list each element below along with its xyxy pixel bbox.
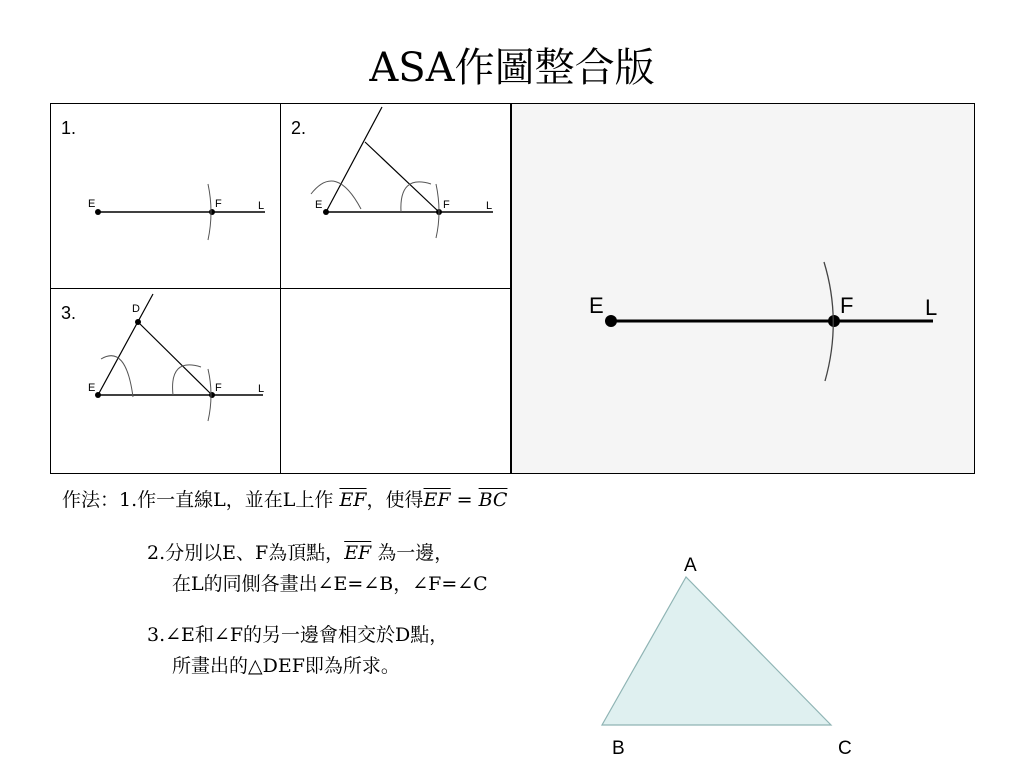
step2-line1 xyxy=(147,538,488,569)
reference-triangle xyxy=(590,550,870,768)
step2-line2: 在L的同側各畫出∠E=∠B，∠F=∠C xyxy=(172,573,488,595)
side-FD xyxy=(138,322,212,395)
step-1-number: 1. xyxy=(61,118,77,138)
method-step-2 xyxy=(147,538,488,600)
label-E: E xyxy=(88,198,96,210)
point-F xyxy=(828,315,840,327)
step-3-panel xyxy=(50,288,281,474)
step1-text: 1.作一直線L，並在L上作 xyxy=(119,489,334,511)
label-L: L xyxy=(258,383,265,395)
page-title: ASA作圖整合版 xyxy=(369,45,655,91)
point-E xyxy=(95,209,101,215)
step3-line1: 3.∠E和∠F的另一邊會相交於D點， xyxy=(147,624,449,646)
side-ED xyxy=(98,294,153,395)
step-2-number: 2. xyxy=(291,118,307,138)
triangle-ABC xyxy=(602,577,831,725)
step-1-figure xyxy=(51,104,282,290)
step-2-figure xyxy=(281,104,512,290)
label-L: L xyxy=(925,295,938,320)
label-C: C xyxy=(838,738,852,759)
segment-BC: $\overline{BC}$ xyxy=(478,489,508,511)
enlarged-step-1-panel xyxy=(511,103,975,474)
label-L: L xyxy=(486,200,493,212)
point-E xyxy=(323,209,329,215)
enlarged-figure xyxy=(512,104,976,475)
step3-line2: 所畫出的△DEF即為所求。 xyxy=(172,655,400,677)
method-step-3 xyxy=(147,620,448,682)
step-1-panel xyxy=(50,103,281,289)
method-prefix: 作法： xyxy=(62,489,120,511)
arc-E xyxy=(101,356,133,397)
ray-F xyxy=(365,142,439,212)
segment-EF-3: $\overline{EF}$ xyxy=(344,542,372,564)
label-L: L xyxy=(258,200,265,212)
step2-text-b: 為一邊， xyxy=(377,542,454,564)
label-F: F xyxy=(443,199,450,211)
label-F: F xyxy=(840,293,854,318)
label-D: D xyxy=(132,303,140,315)
step-3-figure xyxy=(51,289,282,475)
point-E xyxy=(95,392,101,398)
label-F: F xyxy=(215,382,222,394)
point-E xyxy=(605,315,617,327)
ray-E xyxy=(326,107,382,212)
step1-mid: ，使得 xyxy=(366,489,424,511)
label-E: E xyxy=(315,199,323,211)
step-2-panel xyxy=(280,103,511,289)
label-E: E xyxy=(88,382,96,394)
step-3-number: 3. xyxy=(61,303,77,323)
point-D xyxy=(135,319,141,325)
segment-EF: $\overline{EF}$ xyxy=(339,489,367,511)
empty-panel xyxy=(280,288,511,474)
segment-EF-2: $\overline{EF}$ xyxy=(423,489,451,511)
label-A: A xyxy=(684,555,697,576)
label-F: F xyxy=(215,198,222,210)
label-B: B xyxy=(612,738,625,759)
step2-text-a: 2.分別以E、F為頂點， xyxy=(147,542,345,564)
label-E: E xyxy=(589,293,604,318)
arc-F xyxy=(401,182,431,212)
equals-sign: = xyxy=(456,489,473,511)
method-step-1 xyxy=(62,485,507,512)
